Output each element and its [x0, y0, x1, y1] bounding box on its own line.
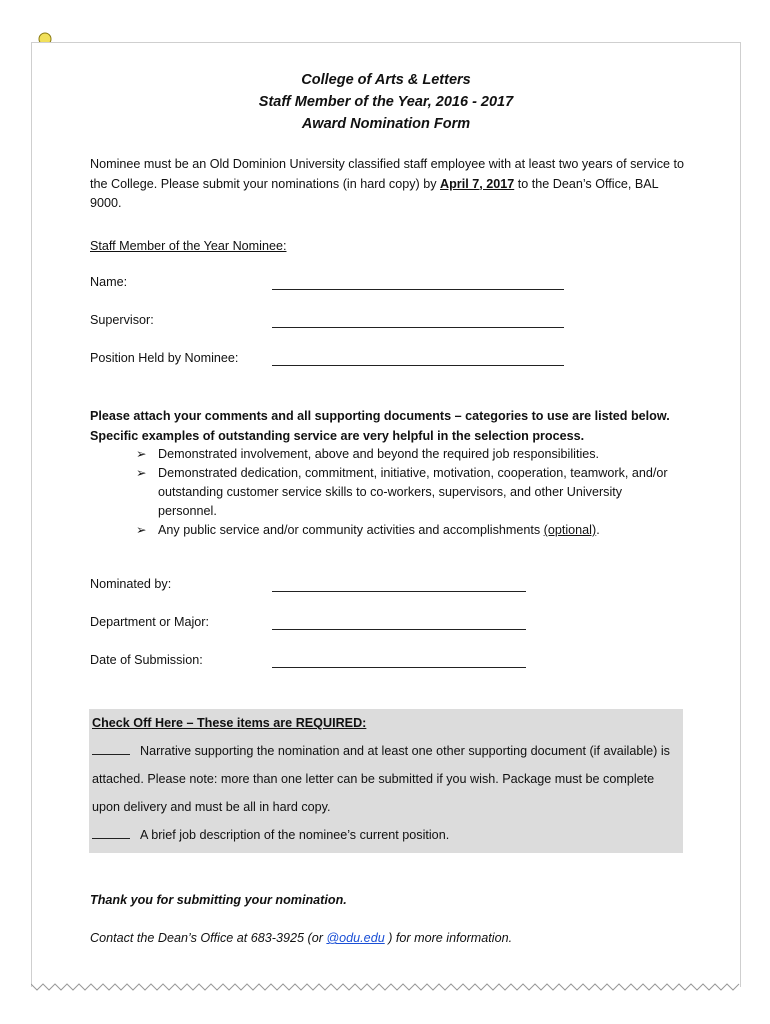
title-award: Staff Member of the Year, 2016 - 2017	[258, 94, 514, 110]
supervisor-field[interactable]	[90, 313, 590, 333]
name-field[interactable]	[90, 275, 590, 295]
field-label: Name:	[90, 275, 128, 289]
email-link[interactable]: @odu.edu	[326, 931, 385, 945]
title-college: College of Arts & Letters	[301, 72, 471, 88]
optional-note: (optional)	[543, 523, 597, 537]
date-blank-line[interactable]	[272, 667, 526, 668]
nominated-by-field[interactable]	[90, 577, 590, 597]
field-label: Nominated by:	[90, 577, 172, 591]
arrow-bullet-icon: ➢	[136, 447, 147, 461]
check-blank[interactable]	[92, 826, 130, 839]
torn-edge	[31, 980, 741, 994]
date-field[interactable]	[90, 653, 590, 673]
checklist-item-text: A brief job description of the nominee’s current position.	[140, 828, 450, 842]
document-page	[31, 42, 741, 987]
contact-text: Contact the Dean’s Office at 683-3925 (or	[90, 931, 327, 945]
list-item	[136, 521, 676, 540]
bullet-end: .	[596, 523, 600, 537]
field-label: Position Held by Nominee:	[90, 351, 239, 365]
contact-line	[90, 931, 512, 945]
field-label: Department or Major:	[90, 615, 209, 629]
title-form: Award Nomination Form	[301, 116, 471, 132]
form-title	[32, 69, 740, 135]
required-checklist	[89, 709, 683, 853]
bullet-text: Demonstrated dedication, commitment, initiative, motivation, cooperation, teamwork, and/or outstanding customer service skills to co-workers, supervisors, and other University personnel.	[158, 466, 668, 518]
arrow-bullet-icon: ➢	[136, 523, 147, 537]
attachment-instructions: Please attach your comments and all supporting documents – categories to use are listed below. Specific examples of outstanding service are very helpful in the selection process.	[90, 409, 670, 443]
position-blank-line[interactable]	[272, 365, 564, 366]
list-item	[136, 464, 676, 521]
intro-text: Nominee must be an Old Dominion University classified staff employee with at least two years of service to the College. Please submit your nominations (in hard copy) by	[90, 157, 685, 191]
department-field[interactable]	[90, 615, 590, 635]
arrow-bullet-icon: ➢	[136, 466, 147, 480]
bullet-text: Any public service and/or community activities and accomplishments	[158, 523, 544, 537]
deadline-date: April 7, 2017	[440, 176, 515, 191]
checklist-item-narrative[interactable]	[92, 737, 680, 821]
checklist-item-text: Narrative supporting the nomination and at least one other supporting document (if available) is attached. Please note: more than one letter can be submitted if you wish. Package must be complete upon delivery and must be all in hard copy.	[92, 744, 670, 814]
field-label: Supervisor:	[90, 313, 154, 327]
contact-text-end: ) for more information.	[384, 931, 513, 945]
field-label: Date of Submission:	[90, 653, 203, 667]
supervisor-blank-line[interactable]	[272, 327, 564, 328]
check-blank[interactable]	[92, 742, 130, 755]
nominee-section-heading: Staff Member of the Year Nominee:	[90, 239, 287, 253]
name-blank-line[interactable]	[272, 289, 564, 290]
eligibility-paragraph	[90, 155, 690, 214]
position-field[interactable]	[90, 351, 590, 371]
intro-text-end: to the Dean’s Office, BAL 9000.	[90, 176, 659, 210]
checklist-heading: Check Off Here – These items are REQUIRED:	[92, 716, 367, 730]
bullet-text: Demonstrated involvement, above and beyond the required job responsibilities.	[158, 447, 600, 461]
department-blank-line[interactable]	[272, 629, 526, 630]
checklist-item-job-description[interactable]	[92, 821, 680, 849]
nominated-by-blank-line[interactable]	[272, 591, 526, 592]
category-list	[136, 445, 676, 540]
list-item	[136, 445, 676, 464]
thank-you-note: Thank you for submitting your nomination.	[90, 893, 347, 907]
